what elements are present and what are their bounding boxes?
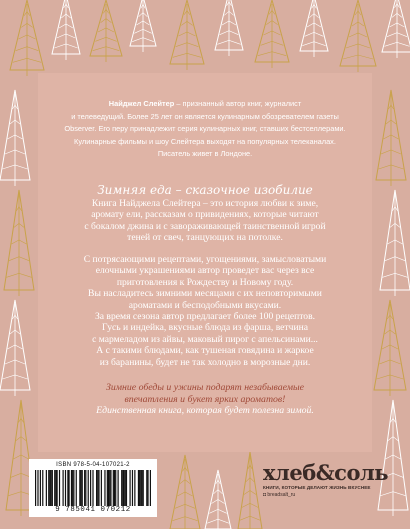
barcode-digits: 9 785041 070212: [55, 506, 131, 514]
barcode-bar: [143, 470, 144, 506]
barcode-bar: [52, 470, 53, 506]
tree-decoration: [0, 90, 30, 186]
tree-decoration: [205, 470, 231, 529]
barcode-bar: [104, 470, 105, 506]
tree-decoration: [340, 0, 376, 72]
barcode-bar: [122, 470, 123, 506]
text-line: Книга Найджела Слейтера – это история любви к зиме,: [91, 198, 319, 209]
tree-decoration: [255, 0, 289, 68]
tree-decoration: [52, 0, 80, 60]
barcode-bar: [65, 470, 66, 506]
tree-decoration: [130, 0, 156, 52]
barcode-bar: [49, 470, 50, 506]
tree-decoration: [0, 300, 30, 396]
barcode-bar: [150, 470, 151, 506]
barcode-bar: [113, 470, 114, 506]
barcode-bar: [98, 470, 99, 506]
barcode-bar: [48, 470, 49, 506]
tree-decoration: [300, 0, 328, 57]
description-paragraph-2: [46, 254, 364, 311]
tree-decoration: [215, 0, 243, 56]
barcode-bar: [147, 470, 148, 506]
barcode-bar: [115, 470, 116, 506]
author-bio-line1: Найджел Слейтер – признанный автор книг, журналист: [108, 99, 302, 108]
barcode-bar: [132, 470, 133, 506]
barcode-bar: [129, 470, 130, 506]
barcode-bar: [121, 470, 122, 506]
barcode-bar: [46, 470, 47, 506]
barcode-bar: [72, 470, 73, 506]
barcode-label: [29, 459, 157, 517]
barcode-bar: [42, 470, 43, 506]
barcode-bar: [108, 470, 109, 506]
text-line: За время сезона автор предлагает более 100 рецептов.: [94, 311, 316, 322]
barcode-bar: [37, 470, 38, 506]
tree-decoration: [374, 300, 406, 396]
author-bio-line3: Observer. Его перу принадлежит серия кулинарных книг, ставших бестселлерами.: [64, 124, 346, 134]
closing-line-2: впечатления и букет ярких ароматов!: [124, 393, 286, 405]
tree-decoration: [90, 0, 122, 62]
tree-decoration: [238, 452, 262, 529]
text-line: приготовления к Рождеству и Новому году.: [116, 276, 294, 288]
tree-decoration: [376, 90, 406, 186]
tree-decoration: [10, 0, 44, 76]
barcode-bar: [123, 470, 124, 506]
text-line: А с такими блюдами, как тушеная говядина и жаркое: [96, 345, 314, 357]
camera-icon: ◘: [263, 492, 267, 498]
barcode-bar: [67, 470, 68, 506]
barcode-bar: [125, 470, 126, 506]
closing-line-1: Зимние обеды и ужины подарят незабываемые: [106, 382, 304, 393]
barcode-bar: [141, 470, 142, 506]
barcode-bar: [35, 470, 36, 506]
barcode-bar: [82, 470, 83, 506]
tree-decoration: [380, 190, 410, 296]
barcode-bars: [33, 470, 153, 506]
text-line: елочными украшениями автор проведет вас через все: [95, 265, 315, 277]
barcode-bar: [68, 470, 69, 506]
barcode-bar: [96, 470, 97, 506]
barcode-bar: [90, 470, 91, 506]
barcode-bar: [55, 470, 56, 506]
barcode-bar: [51, 470, 52, 506]
text-line: ароматами и бесподобными вкусами.: [128, 299, 282, 311]
publisher-block: [263, 460, 389, 498]
text-line: Гусь и индейка, вкусные блюда из фарша, ветчина: [102, 322, 308, 334]
text-line: С потрясающими рецептами, угощениями, замысловатыми: [83, 254, 327, 265]
barcode-bar: [134, 470, 135, 506]
author-bio: [44, 98, 366, 161]
barcode-bar: [71, 470, 72, 506]
barcode-bar: [84, 470, 85, 506]
barcode-bar: [63, 470, 64, 506]
text-line: с бокалом джина и с завораживающей таинственной игрой: [84, 220, 326, 232]
author-name: Найджел Слейтер: [108, 99, 175, 108]
tree-decoration: [378, 400, 408, 516]
barcode-bar: [88, 470, 89, 506]
author-bio-line2: и телеведущий. Более 25 лет он является кулинарным обозревателем газеты: [71, 111, 339, 121]
barcode-bar: [101, 470, 102, 506]
barcode-bar: [146, 470, 147, 506]
description-paragraph-3: [46, 311, 364, 368]
publisher-slogan: КНИГИ, КОТОРЫЕ ДЕЛАЮТ ЖИЗНЬ ВКУСНЕЕ: [263, 485, 371, 490]
author-bio-line5: Писатель живет в Лондоне.: [157, 149, 253, 159]
tree-decoration: [170, 0, 204, 70]
barcode-bar: [92, 470, 93, 506]
closing-line-3: Единственная книга, которая будет полезна зимой.: [96, 405, 314, 417]
barcode-bar: [54, 470, 55, 506]
tagline: Зимняя еда – сказочное изобилие: [97, 183, 313, 197]
description-paragraph-1: [46, 198, 364, 244]
barcode-bar: [79, 470, 80, 506]
barcode-bar: [76, 470, 77, 506]
barcode-bar: [114, 470, 115, 506]
barcode-bar: [110, 470, 111, 506]
barcode-bar: [138, 470, 139, 506]
text-line: с мармеладом из айвы, маковый пирог с апельсинами...: [92, 333, 318, 345]
text-line: аромату ели, рассказам о привидениях, которые читают: [91, 209, 319, 221]
barcode-bar: [73, 470, 74, 506]
barcode-bar: [140, 470, 141, 506]
barcode-bar: [109, 470, 110, 506]
author-bio-line4: Кулинарные фильмы и шоу Слейтера выходят на популярных телеканалах.: [74, 136, 336, 146]
text-line: теней от свеч, танцующих на потолке.: [127, 232, 283, 244]
isbn-text: ISBN 978-5-04-107021-2: [56, 462, 130, 468]
barcode-bar: [97, 470, 98, 506]
barcode-bar: [40, 470, 41, 506]
publisher-logo: хлеб&соль: [263, 460, 389, 485]
barcode-bar: [59, 470, 60, 506]
barcode-bar: [80, 470, 81, 506]
barcode-bar: [139, 470, 140, 506]
barcode-bar: [57, 470, 58, 506]
tree-decoration: [382, 0, 410, 58]
publisher-social: ◘ breadsalt_ru: [263, 492, 296, 498]
text-line: Вы насладитесь зимними месяцами с их неповторимыми: [88, 288, 322, 300]
barcode-bar: [85, 470, 86, 506]
closing-statement: [46, 382, 364, 417]
text-line: из баранины, будет не так холодно в морозные дни.: [99, 356, 311, 368]
barcode-bar: [118, 470, 119, 506]
barcode-bar: [107, 470, 108, 506]
barcode-bar: [126, 470, 127, 506]
tree-decoration: [4, 190, 34, 296]
tree-decoration: [170, 455, 200, 529]
